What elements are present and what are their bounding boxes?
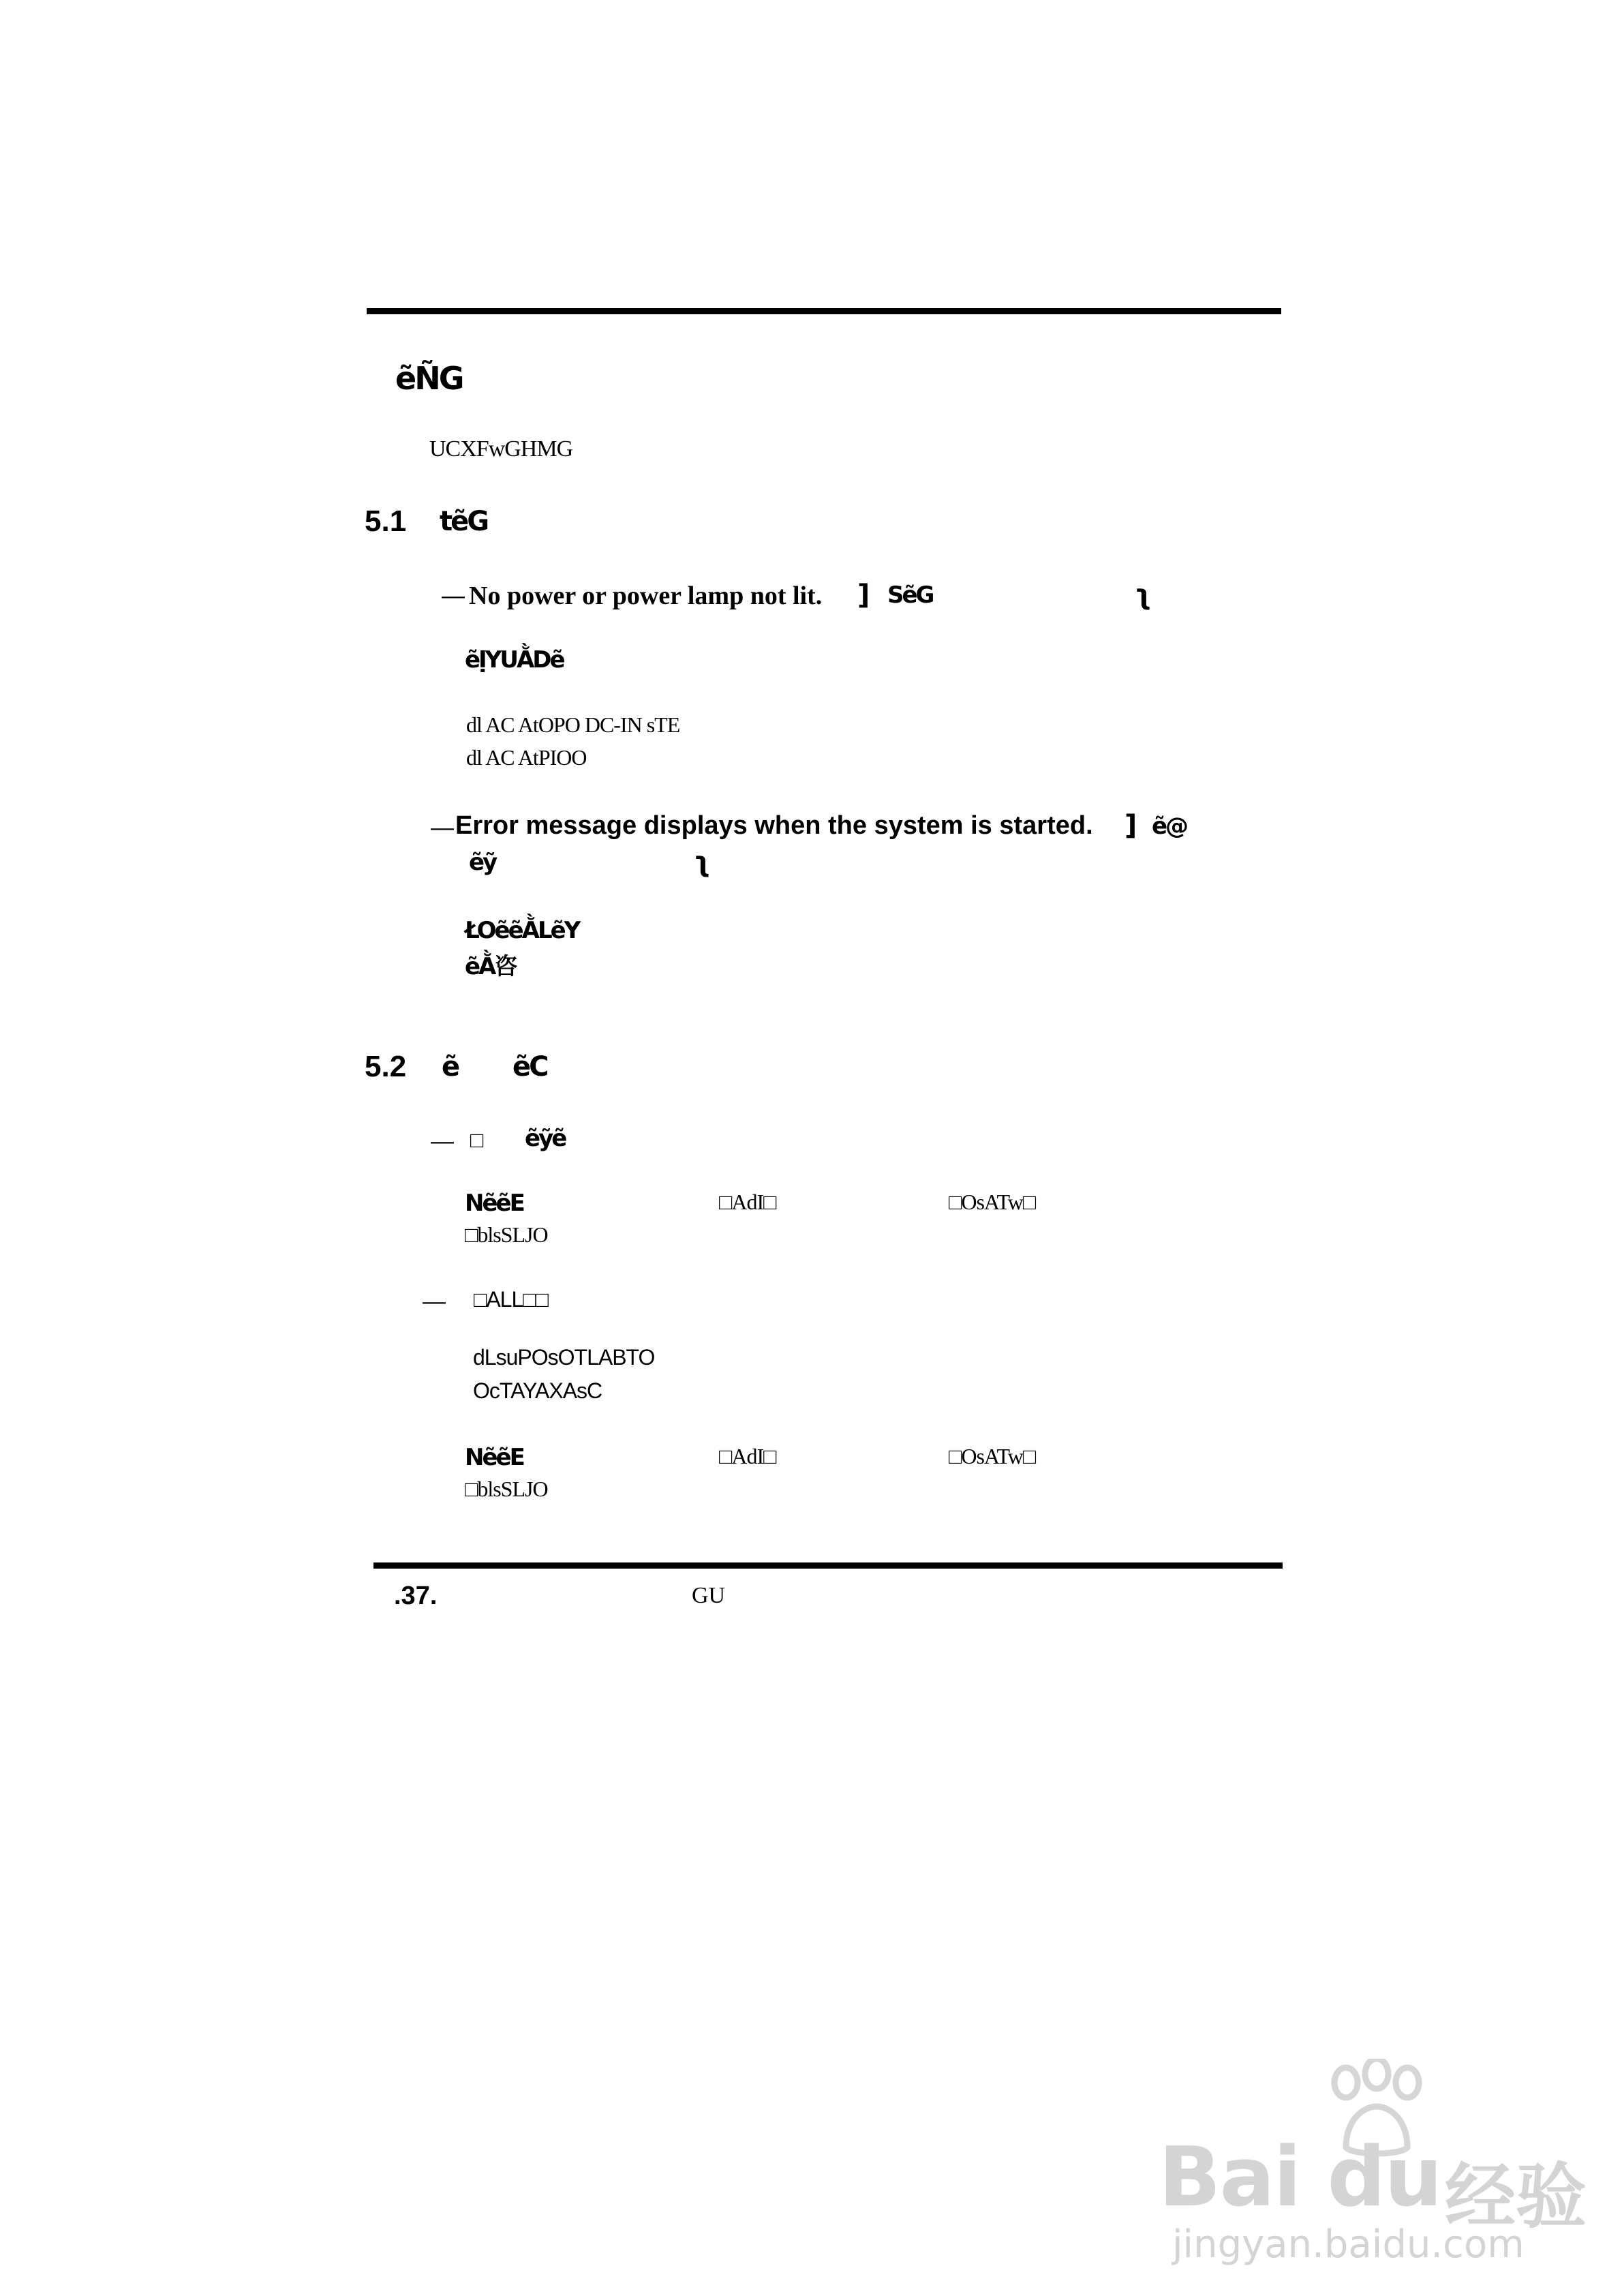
footer-text: GU: [692, 1583, 726, 1608]
q2-zh-a: ẽ@: [1152, 813, 1187, 840]
q1-caret: ʅ: [1135, 579, 1152, 611]
watermark-cn: 经验: [1445, 2155, 1587, 2238]
s2-q1-row-col-1: NẽẽE: [465, 1190, 523, 1217]
watermark-url: jingyan.baidu.com: [1172, 2222, 1525, 2267]
q2-question: Error message displays when the system is started.: [455, 811, 1093, 840]
s2-q2-row-2: □blsSLJO: [465, 1477, 548, 1501]
s2-q2-zh: □ALL□□: [474, 1287, 548, 1312]
q1-step-1: dl AC AtOPO DC-IN sTE: [466, 712, 680, 737]
q2-line-1: ŁOẽẽẰLẽY: [465, 917, 579, 944]
q2-caret: ʅ: [694, 847, 711, 878]
section-2-title-a: ẽ: [442, 1051, 459, 1083]
s2-q1-row-col-3: □OsATw□: [949, 1190, 1036, 1214]
s2-q2-line-1: dLsuPOsOTLABTO: [473, 1345, 655, 1370]
q2-dash: —: [431, 815, 454, 841]
q2-zh-b: ẽỹ: [469, 849, 496, 876]
page-number: .37.: [394, 1582, 438, 1610]
section-2-title-b: ẽC: [512, 1051, 547, 1083]
s2-q1-row-2: □blsSLJO: [465, 1222, 548, 1247]
q1-dash: —: [442, 583, 465, 609]
watermark: [1159, 2059, 1587, 2267]
chapter-title: ẽÑG: [395, 360, 463, 397]
section-1-number: 5.1: [365, 504, 407, 538]
section-1-title: tẽG: [440, 506, 488, 537]
s2-q2-row-col-1: NẽẽE: [465, 1444, 523, 1471]
s2-q1-box: □: [470, 1128, 483, 1152]
q1-bracket: ]: [857, 579, 870, 611]
s2-q2-row-col-3: □OsATw□: [949, 1444, 1036, 1468]
s2-q2-line-2: OcTAYAXAsC: [473, 1378, 602, 1403]
s2-q1-dash: —: [431, 1128, 454, 1154]
s2-q2-dash: —: [423, 1288, 446, 1314]
top-rule: [367, 308, 1281, 314]
watermark-brand: Bai du: [1159, 2130, 1441, 2225]
q1-step-2: dl AC AtPIOO: [466, 745, 587, 770]
q1-question: No power or power lamp not lit.: [469, 581, 823, 610]
q1-zh: SẽG: [887, 581, 933, 609]
q2-line-2: ẽẰ咨: [465, 953, 516, 980]
bottom-rule: [373, 1562, 1283, 1569]
q1-heading: ẽỊYUẰDẽ: [465, 646, 564, 674]
s2-q1-zh: ẽỹẽ: [525, 1125, 566, 1152]
s2-q1-row-col-2: □AdI□: [719, 1190, 776, 1214]
section-2-number: 5.2: [365, 1050, 407, 1083]
s2-q2-row-col-2: □AdI□: [719, 1444, 776, 1468]
chapter-intro: UCXFwGHMG: [429, 436, 573, 462]
q2-bracket: ]: [1124, 810, 1137, 841]
